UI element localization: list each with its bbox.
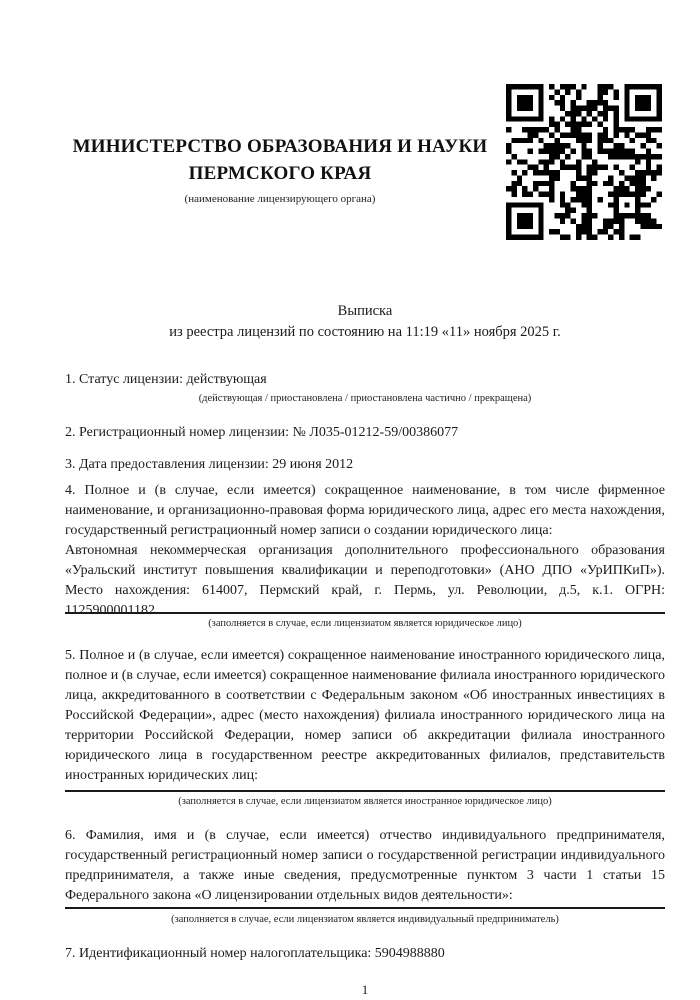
foreign-entity-note: (заполняется в случае, если лицензиатом является иностранное юридическое лицо) — [178, 796, 552, 807]
ministry-name-line1: МИНИСТЕРСТВО ОБРАЗОВАНИЯ И НАУКИ — [72, 136, 488, 157]
section-4-heading: 4. Полное и (в случае, если имеется) сокращенное наименование, в том числе фирменное наименование, и организационно-правовая форма юридического лица, адрес его места нахождения, государственный регистрационный номер записи о создании юридического лица: — [65, 483, 665, 538]
licensing-authority-caption: (наименование лицензирующего органа) — [184, 193, 376, 205]
document-title-date-line: из реестра лицензий по состоянию на 11:19 «11» ноября 2025 г. — [169, 324, 561, 340]
section-2-registration-number: 2. Регистрационный номер лицензии: № Л035-01212-59/00386077 — [65, 425, 459, 440]
section-3-grant-date: 3. Дата предоставления лицензии: 29 июня 2012 — [65, 457, 354, 472]
document-title-line1: Выписка — [337, 303, 393, 319]
separator-line — [65, 790, 665, 792]
separator-line — [65, 907, 665, 909]
section-7-taxpayer-number: 7. Идентификационный номер налогоплательщика: 5904988880 — [65, 946, 445, 961]
entrepreneur-note: (заполняется в случае, если лицензиатом является индивидуальный предприниматель) — [171, 914, 559, 925]
section-5-foreign-entity: 5. Полное и (в случае, если имеется) сокращенное наименование иностранного юридического лица, полное и (в случае, если имеется) сокращенное наименование филиала иностранного юридического лица, аккредитованного в соответствии с Федеральным законом «Об иностранных инвестициях в Российской Федерации», адрес (место нахождения) филиала иностранного юридического лица на территории Российской Федерации, номер записи об аккредитации филиала иностранного юридического лица в государственном реестре аккредитованных филиалов, представительств иностранных юридических лиц: — [65, 648, 665, 783]
section-1-license-status: 1. Статус лицензии: действующая — [65, 372, 267, 387]
document-title — [65, 301, 665, 343]
section-6-entrepreneur: 6. Фамилия, имя и (в случае, если имеется) отчество индивидуального предпринимателя, государственный регистрационный номер записи о государственной регистрации индивидуального предпринимателя, а также иные сведения, предусмотренные пунктом 3 части 1 статьи 15 Федерального закона «О лицензировании отдельных видов деятельности»: — [65, 828, 665, 903]
ministry-name-line2: ПЕРМСКОГО КРАЯ — [188, 163, 372, 184]
section-4-legal-entity — [65, 481, 665, 621]
legal-entity-note: (заполняется в случае, если лицензиатом является юридическое лицо) — [208, 618, 522, 629]
page-number: 1 — [361, 982, 369, 997]
status-options-note: (действующая / приостановлена / приостановлена частично / прекращена) — [198, 393, 532, 404]
section-4-licensee-details: Автономная некоммерческая организация дополнительного профессионального образования «Уральский институт повышения квалификации и переподготовки» (АНО ДПО «УрИПКиП»). Место нахождения: 614007, Пермский край, г. Пермь, ул. Революции, д.5, к.1. ОГРН: 1125900001182. — [65, 543, 665, 618]
